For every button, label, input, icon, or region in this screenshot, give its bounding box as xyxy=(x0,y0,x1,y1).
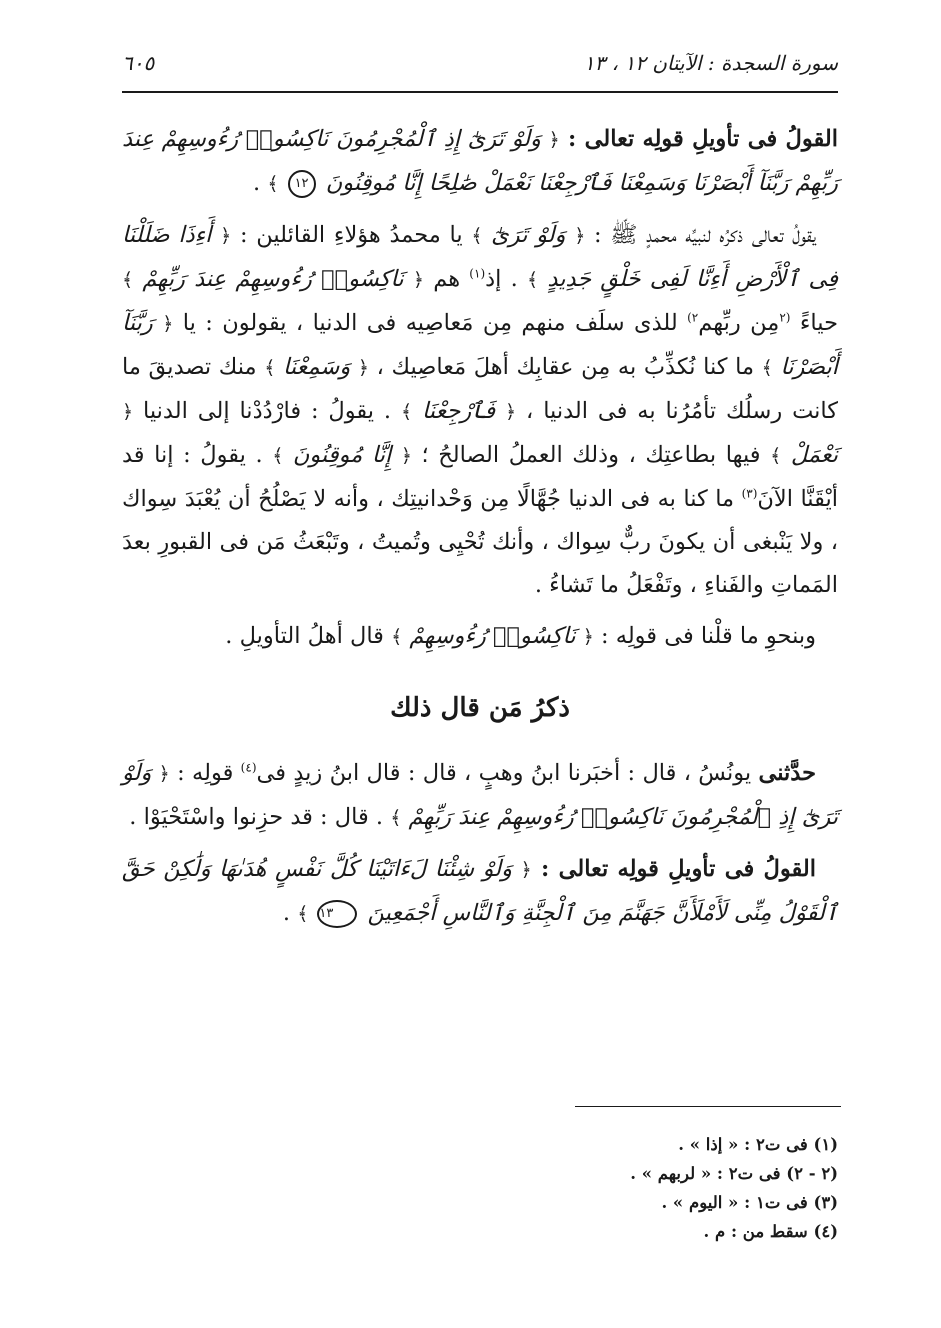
lead-phrase: القولُ فى تأويلِ قولِه تعالى : xyxy=(531,856,816,882)
quote-bracket: ﴿ xyxy=(412,269,424,291)
quote-bracket: ﴿ xyxy=(574,225,586,247)
quran-quote: نَاكِسُوا۟ رُءُوسِهِمْ xyxy=(402,623,583,649)
section-heading: ذكرُ مَن قال ذلك xyxy=(390,693,570,723)
running-title: سورة السجدة : الآيتان ١٢ ، ١٣ xyxy=(583,51,838,75)
footnotes xyxy=(122,1130,838,1246)
text-run: فيها بطاعتِك ، وذلك العملُ الصالحُ ؛ xyxy=(411,442,771,468)
footnote-marker: (٤) xyxy=(240,760,257,775)
paragraph xyxy=(122,118,838,206)
footnote-marker: (١) xyxy=(469,266,486,281)
quote-bracket: ﴿ xyxy=(505,401,517,423)
quote-bracket: ﴾ xyxy=(400,401,413,423)
quote-bracket: ﴿ xyxy=(520,859,532,881)
quote-bracket: ﴿ xyxy=(122,401,134,423)
text-run: . قال : قد حزِنوا واسْتَحْيَوْا . xyxy=(129,804,391,830)
text-run: يا محمدُ هؤلاءِ القائلين : xyxy=(231,222,472,248)
page-number: ٦٠٥ xyxy=(122,51,155,75)
header-rule xyxy=(122,91,838,93)
paragraph xyxy=(122,214,838,607)
quote-bracket: ﴾ xyxy=(264,357,276,379)
quote-bracket: ﴿ xyxy=(162,313,174,335)
text-run: مِن ربِّهم xyxy=(698,310,780,336)
quote-bracket: ﴿ xyxy=(400,445,412,467)
text-run: . إذ xyxy=(485,266,528,292)
lead-phrase: القولُ فى تأويلِ قولِه تعالى : xyxy=(559,126,838,152)
text-run: وبنحوِ ما قلْنا فى قولِه : xyxy=(593,623,816,649)
text-run: للذى سلَف منهم مِن مَعاصِيه فى الدنيا ، يقولون : يا xyxy=(173,310,688,336)
verse-number-marker: ١٢ xyxy=(288,170,316,198)
quote-bracket: ﴿ xyxy=(582,626,594,648)
quote-bracket: ﴿ xyxy=(357,357,369,379)
quran-quote: نَاكِسُوا۟ رُءُوسِهِمْ عِندَ رَبِّهِمْ xyxy=(133,266,413,292)
text-run: منك تصديقَ ما كانت رسلُك تأمُرُنا به فى الدنيا ، xyxy=(122,354,838,424)
footnote-marker: (٣) xyxy=(741,486,758,501)
quote-bracket: ﴾ xyxy=(527,269,539,291)
quote-bracket: ﴿ xyxy=(158,763,170,785)
quran-quote: نَعْمَلْ xyxy=(781,442,838,468)
text-run: يقولُ تعالى ذكرُه لنبيِّه محمدٍ ﷺ : xyxy=(585,222,816,248)
quote-bracket: ﴾ xyxy=(272,445,284,467)
text-run: . xyxy=(253,170,268,196)
text-run: قولِه : xyxy=(169,760,241,786)
footnote: (١) فى ت٢ : « إذا » . xyxy=(678,1135,838,1154)
quran-quote: وَلَوْ تَرَىٰٓ إِذِ ٱلْمُجْرِمُونَ نَاكِسُوا۟ رُءُوسِهِمْ عِندَ رَبِّهِمْ xyxy=(122,760,838,830)
paragraph xyxy=(122,752,838,840)
quran-quote: وَلَوْ تَرَىٰٓ xyxy=(482,222,575,248)
lead-phrase: حدَّثنى xyxy=(758,760,816,786)
text-run: . xyxy=(282,900,298,926)
paragraphs-after-heading xyxy=(122,752,838,936)
text-run: ما كنا نُكذِّبُ به مِن عقابِك أهلَ مَعاصِيك ، xyxy=(369,354,762,380)
verse-number-marker: ١٣ xyxy=(317,900,357,928)
quran-quote: أَءِذَا ضَلَلْنَا فِى ٱلْأَرْضِ أَءِنَّا لَفِى خَلْقٍ جَدِيدٍ xyxy=(122,222,838,292)
quote-bracket: ﴿ xyxy=(548,129,560,151)
quran-quote: فَٱرْجِعْنَا xyxy=(412,398,506,424)
quote-bracket: ﴾ xyxy=(770,445,782,467)
page-body xyxy=(122,118,838,936)
quote-bracket: ﴾ xyxy=(471,225,483,247)
text-run: هم xyxy=(423,266,470,292)
quote-bracket: ﴾ xyxy=(391,626,403,648)
paragraph xyxy=(122,848,838,936)
quote-bracket: ﴾ xyxy=(761,357,773,379)
quote-bracket: ﴾ xyxy=(122,269,134,291)
text-run: . يقولُ : إنا قد أيْقَنَّا الآنَ xyxy=(122,442,838,512)
quran-quote: رَبَّنَآ أَبْصَرْنَا xyxy=(122,310,838,380)
quran-quote: وَلَوْ شِئْنَا لَءَاتَيْنَا كُلَّ نَفْسٍ هُدَىٰهَا وَلَٰكِنْ حَقَّ ٱلْقَوْلُ مِنِّى لَأَمْلَأَنَّ جَهَنَّمَ مِنَ ٱلْجِنَّةِ وَٱلنَّاسِ أَجْمَعِينَ xyxy=(122,856,838,926)
quote-bracket: ﴾ xyxy=(297,903,315,925)
footnote: (٢ - ٢) فى ت٢ : « لربهم » . xyxy=(630,1164,838,1183)
page-header xyxy=(122,40,838,86)
quran-quote: وَسَمِعْنَا xyxy=(275,354,358,380)
text-run: حياءً xyxy=(790,310,838,336)
footnote-rule xyxy=(575,1106,841,1107)
quran-quote: إِنَّا مُوقِنُونَ xyxy=(283,442,401,468)
footnote-marker: (٢ xyxy=(779,310,791,325)
text-run: . يقولُ : فارْدُدْنا إلى الدنيا xyxy=(133,398,401,424)
text-run: يونُسُ ، قال : أخبَرنا ابنُ وهبٍ ، قال : قال ابنُ زيدٍ فى xyxy=(256,760,759,786)
paragraph xyxy=(122,615,838,659)
footnote: (٤) سقط من : م . xyxy=(703,1222,838,1241)
quote-bracket: ﴿ xyxy=(220,225,232,247)
footnote: (٣) فى ت١ : « اليوم » . xyxy=(661,1193,838,1212)
paragraphs-before-heading xyxy=(122,118,838,659)
quote-bracket: ﴾ xyxy=(267,173,285,195)
quote-bracket: ﴾ xyxy=(390,807,402,829)
quran-quote: وَلَوْ تَرَىٰٓ إِذِ ٱلْمُجْرِمُونَ نَاكِسُوا۟ رُءُوسِهِمْ عِندَ رَبِّهِمْ رَبَّنَآ أَبْصَرْنَا وَسَمِعْنَا فَٱرْجِعْنَا نَعْمَلْ صَٰلِحًا إِنَّا مُوقِنُونَ xyxy=(122,126,838,196)
text-run: ما كنا به فى الدنيا جُهَّالًا مِن وَحْدانيتِك ، وأنه لا يَصْلُحُ أن يُعْبَدَ سِواك ، ولا يَنْبغى أن يكونَ ربٌّ سِواك ، وأنك تُحْيِى وتُميتُ ، وتَبْعَثُ مَن فى القبورِ بعدَ المَماتِ والفَناءِ ، وتَفْعَلُ ما تَشاءُ . xyxy=(122,486,838,598)
text-run: قال أهلُ التأويلِ . xyxy=(225,623,392,649)
footnote-marker: ٢) xyxy=(687,310,699,325)
